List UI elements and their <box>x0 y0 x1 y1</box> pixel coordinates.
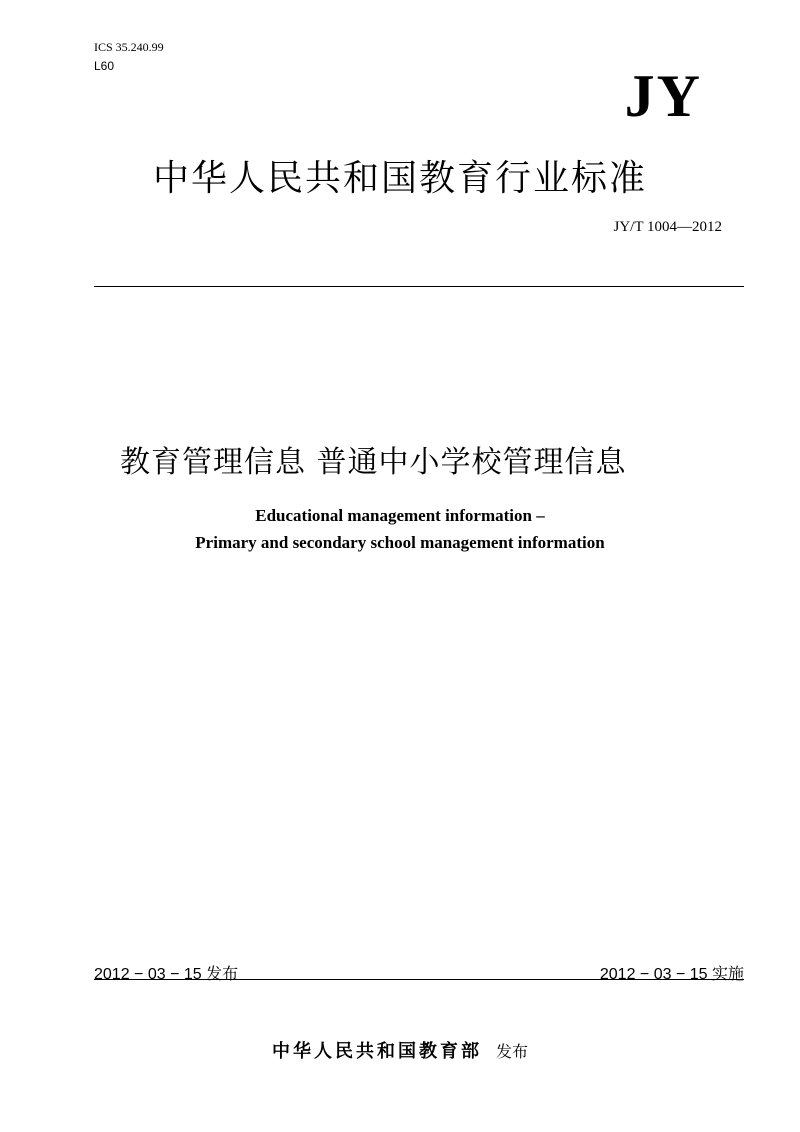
publish-action: 发布 <box>495 1042 528 1061</box>
dates-divider <box>94 979 744 980</box>
issue-date-value: 2012 − 03 − 15 <box>94 966 202 983</box>
implementation-date-value: 2012 − 03 − 15 <box>599 966 708 983</box>
implementation-date-label: 实施 <box>711 964 744 983</box>
header-divider <box>94 286 744 287</box>
document-title-english-line1: Educational management information – <box>255 506 545 525</box>
implementation-date <box>600 961 744 985</box>
standard-number: JY/T 1004—2012 <box>613 219 722 235</box>
standard-logo: JY <box>624 63 702 129</box>
ccs-code: L60 <box>94 59 115 73</box>
issue-date <box>94 961 238 985</box>
publisher-line <box>0 1037 800 1063</box>
document-title-chinese: 教育管理信息 普通中小学校管理信息 <box>120 445 627 480</box>
document-title-english-line2: Primary and secondary school management information <box>195 533 605 552</box>
publisher-name: 中华人民共和国教育部 <box>271 1041 482 1062</box>
ics-code: ICS 35.240.99 <box>94 40 164 54</box>
standard-category: 中华人民共和国教育行业标准 <box>152 158 647 199</box>
issue-date-label: 发布 <box>206 964 239 983</box>
